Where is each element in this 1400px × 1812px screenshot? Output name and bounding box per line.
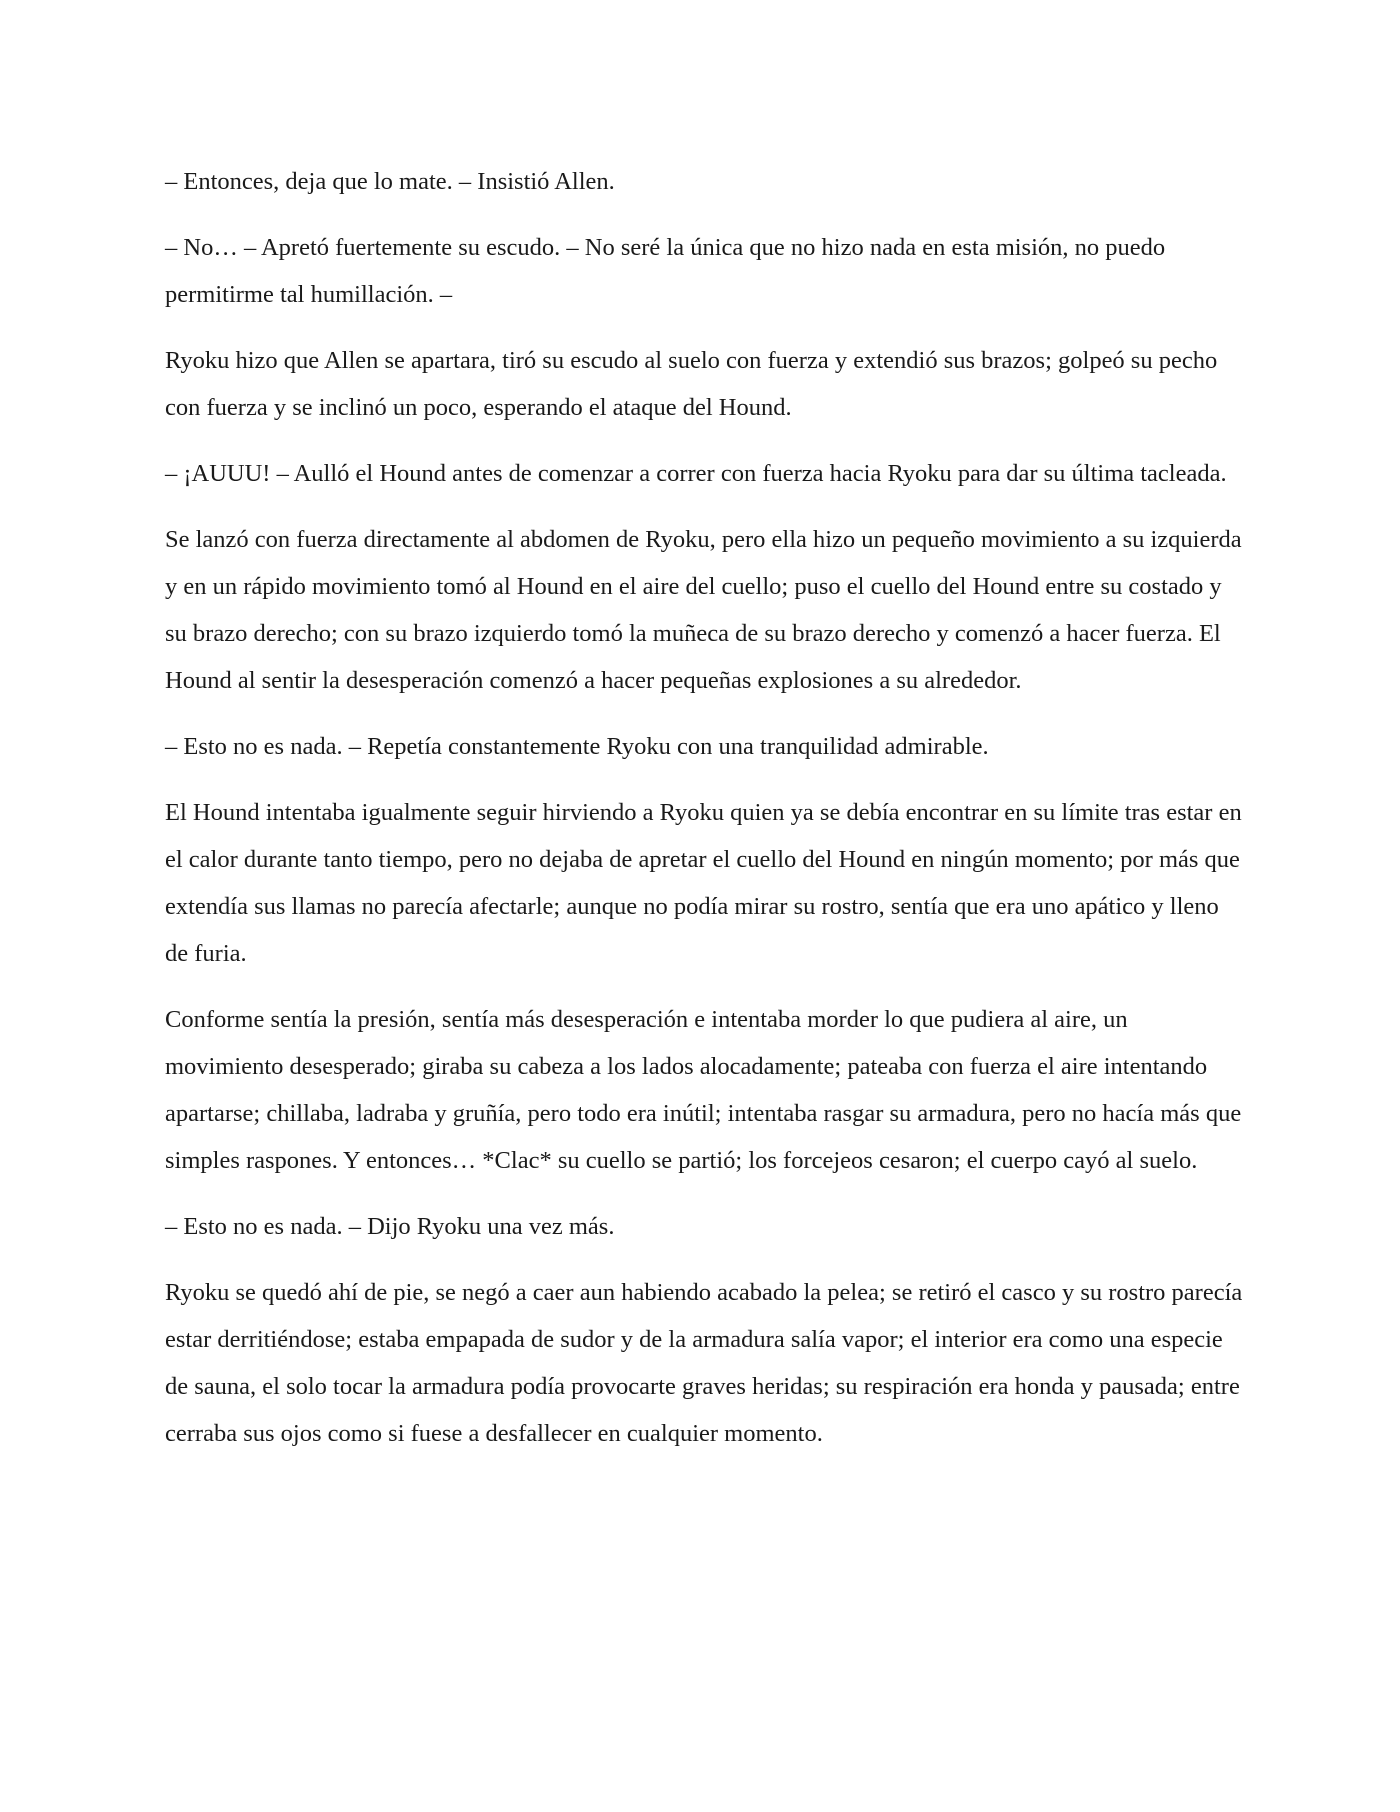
paragraph-6: – Esto no es nada. – Repetía constantemente Ryoku con una tranquilidad admirable. — [165, 733, 989, 760]
paragraph-5: Se lanzó con fuerza directamente al abdomen de Ryoku, pero ella hizo un pequeño movimiento a su izquierda y en un rápido movimiento tomó al Hound en el aire del cuello; puso el cuello del Hound entre su costado y su brazo derecho; con su brazo izquierdo tomó la muñeca de su brazo derecho y comenzó a hacer fuerza. El Hound al sentir la desesperación comenzó a hacer pequeñas explosiones a su alrededor. — [165, 526, 1242, 694]
paragraph-4: – ¡AUUU! – Aulló el Hound antes de comenzar a correr con fuerza hacia Ryoku para dar su última tacleada. — [165, 460, 1227, 487]
paragraph-9: – Esto no es nada. – Dijo Ryoku una vez más. — [165, 1213, 615, 1240]
paragraph-2: – No… – Apretó fuertemente su escudo. – No seré la única que no hizo nada en esta misión, no puedo permitirme tal humillación. – — [165, 234, 1166, 308]
paragraph-10: Ryoku se quedó ahí de pie, se negó a caer aun habiendo acabado la pelea; se retiró el casco y su rostro parecía estar derritiéndose; estaba empapada de sudor y de la armadura salía vapor; el interior era como una especie de sauna, el solo tocar la armadura podía provocarte graves heridas; su respiración era honda y pausada; entre cerraba sus ojos como si fuese a desfallecer en cualquier momento. — [165, 1279, 1243, 1447]
paragraph-1: – Entonces, deja que lo mate. – Insistió Allen. — [165, 168, 615, 195]
paragraph-8: Conforme sentía la presión, sentía más desesperación e intentaba morder lo que pudiera al aire, un movimiento desesperado; giraba su cabeza a los lados alocadamente; pateaba con fuerza el aire intentando apartarse; chillaba, ladraba y gruñía, pero todo era inútil; intentaba rasgar su armadura, pero no hacía más que simples raspones. Y entonces… *Clac* su cuello se partió; los forcejeos cesaron; el cuerpo cayó al suelo. — [165, 1006, 1242, 1174]
paragraph-3: Ryoku hizo que Allen se apartara, tiró su escudo al suelo con fuerza y extendió sus brazos; golpeó su pecho con fuerza y se inclinó un poco, esperando el ataque del Hound. — [165, 347, 1218, 421]
body-text — [165, 158, 1245, 1476]
paragraph-7: El Hound intentaba igualmente seguir hirviendo a Ryoku quien ya se debía encontrar en su límite tras estar en el calor durante tanto tiempo, pero no dejaba de apretar el cuello del Hound en ningún momento; por más que extendía sus llamas no parecía afectarle; aunque no podía mirar su rostro, sentía que era uno apático y lleno de furia. — [165, 799, 1242, 967]
